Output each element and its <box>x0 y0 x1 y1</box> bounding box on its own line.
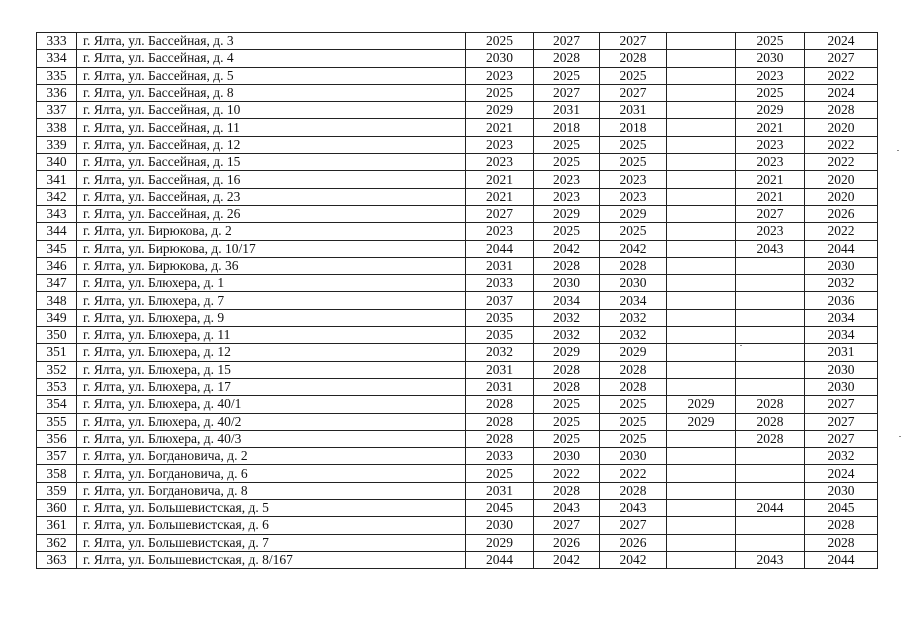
address-cell: г. Ялта, ул. Блюхера, д. 7 <box>77 292 466 309</box>
year-cell-6: 2028 <box>805 102 878 119</box>
year-cell-6: 2036 <box>805 292 878 309</box>
year-cell-5: 2028 <box>736 430 805 447</box>
table-row <box>37 327 878 344</box>
year-cell-4 <box>667 534 736 551</box>
year-cell-1: 2023 <box>466 136 534 153</box>
year-cell-1: 2028 <box>466 396 534 413</box>
housing-schedule-table <box>36 32 878 569</box>
year-cell-4 <box>667 465 736 482</box>
year-cell-6: 2032 <box>805 448 878 465</box>
year-cell-2: 2043 <box>534 500 600 517</box>
year-cell-1: 2028 <box>466 430 534 447</box>
year-cell-6: 2027 <box>805 430 878 447</box>
table-row <box>37 396 878 413</box>
year-cell-5 <box>736 257 805 274</box>
row-number-cell: 335 <box>37 67 77 84</box>
year-cell-3: 2025 <box>600 413 667 430</box>
year-cell-5 <box>736 292 805 309</box>
address-cell: г. Ялта, ул. Бассейная, д. 16 <box>77 171 466 188</box>
year-cell-4 <box>667 154 736 171</box>
address-cell: г. Ялта, ул. Блюхера, д. 40/2 <box>77 413 466 430</box>
year-cell-6: 2027 <box>805 50 878 67</box>
year-cell-2: 2029 <box>534 344 600 361</box>
table-row <box>37 223 878 240</box>
year-cell-3: 2026 <box>600 534 667 551</box>
year-cell-5: 2021 <box>736 171 805 188</box>
year-cell-4: 2029 <box>667 413 736 430</box>
year-cell-1: 2029 <box>466 102 534 119</box>
row-number-cell: 333 <box>37 33 77 50</box>
year-cell-4 <box>667 240 736 257</box>
year-cell-2: 2028 <box>534 482 600 499</box>
table-row <box>37 448 878 465</box>
table-body <box>37 33 878 569</box>
table-row <box>37 257 878 274</box>
year-cell-4 <box>667 102 736 119</box>
year-cell-1: 2029 <box>466 534 534 551</box>
year-cell-3: 2028 <box>600 482 667 499</box>
year-cell-4 <box>667 205 736 222</box>
year-cell-2: 2028 <box>534 378 600 395</box>
year-cell-2: 2031 <box>534 102 600 119</box>
year-cell-3: 2025 <box>600 67 667 84</box>
address-cell: г. Ялта, ул. Бассейная, д. 15 <box>77 154 466 171</box>
table-row <box>37 534 878 551</box>
year-cell-5 <box>736 448 805 465</box>
year-cell-4 <box>667 50 736 67</box>
row-number-cell: 353 <box>37 378 77 395</box>
year-cell-3: 2042 <box>600 551 667 568</box>
table-row <box>37 84 878 101</box>
year-cell-5: 2027 <box>736 205 805 222</box>
table-row <box>37 240 878 257</box>
year-cell-2: 2030 <box>534 275 600 292</box>
year-cell-4 <box>667 84 736 101</box>
year-cell-2: 2042 <box>534 240 600 257</box>
year-cell-1: 2031 <box>466 361 534 378</box>
year-cell-2: 2028 <box>534 257 600 274</box>
year-cell-6: 2034 <box>805 327 878 344</box>
table-row <box>37 136 878 153</box>
year-cell-4 <box>667 171 736 188</box>
table-row <box>37 344 878 361</box>
year-cell-2: 2025 <box>534 136 600 153</box>
year-cell-6: 2020 <box>805 171 878 188</box>
year-cell-2: 2025 <box>534 396 600 413</box>
year-cell-2: 2034 <box>534 292 600 309</box>
year-cell-6: 2022 <box>805 154 878 171</box>
year-cell-1: 2035 <box>466 309 534 326</box>
table-row <box>37 430 878 447</box>
table-row <box>37 465 878 482</box>
year-cell-1: 2025 <box>466 84 534 101</box>
year-cell-5 <box>736 482 805 499</box>
year-cell-2: 2025 <box>534 67 600 84</box>
year-cell-6: 2028 <box>805 517 878 534</box>
row-number-cell: 349 <box>37 309 77 326</box>
year-cell-3: 2034 <box>600 292 667 309</box>
year-cell-3: 2028 <box>600 361 667 378</box>
row-number-cell: 363 <box>37 551 77 568</box>
year-cell-1: 2023 <box>466 67 534 84</box>
year-cell-4 <box>667 33 736 50</box>
year-cell-4 <box>667 119 736 136</box>
year-cell-4 <box>667 67 736 84</box>
table-row <box>37 67 878 84</box>
year-cell-2: 2027 <box>534 33 600 50</box>
year-cell-6: 2044 <box>805 551 878 568</box>
year-cell-5: 2023 <box>736 223 805 240</box>
table-row <box>37 292 878 309</box>
row-number-cell: 351 <box>37 344 77 361</box>
row-number-cell: 361 <box>37 517 77 534</box>
year-cell-5 <box>736 344 805 361</box>
year-cell-4 <box>667 275 736 292</box>
row-number-cell: 341 <box>37 171 77 188</box>
address-cell: г. Ялта, ул. Бассейная, д. 4 <box>77 50 466 67</box>
year-cell-3: 2025 <box>600 223 667 240</box>
year-cell-3: 2023 <box>600 188 667 205</box>
row-number-cell: 345 <box>37 240 77 257</box>
year-cell-3: 2027 <box>600 84 667 101</box>
year-cell-3: 2032 <box>600 327 667 344</box>
row-number-cell: 362 <box>37 534 77 551</box>
year-cell-5: 2021 <box>736 188 805 205</box>
year-cell-5: 2025 <box>736 84 805 101</box>
table-row <box>37 500 878 517</box>
row-number-cell: 350 <box>37 327 77 344</box>
year-cell-6: 2024 <box>805 465 878 482</box>
year-cell-1: 2031 <box>466 378 534 395</box>
year-cell-2: 2025 <box>534 223 600 240</box>
year-cell-1: 2032 <box>466 344 534 361</box>
year-cell-2: 2023 <box>534 171 600 188</box>
year-cell-6: 2024 <box>805 33 878 50</box>
year-cell-2: 2042 <box>534 551 600 568</box>
address-cell: г. Ялта, ул. Блюхера, д. 9 <box>77 309 466 326</box>
year-cell-1: 2037 <box>466 292 534 309</box>
year-cell-4: 2029 <box>667 396 736 413</box>
address-cell: г. Ялта, ул. Бассейная, д. 5 <box>77 67 466 84</box>
address-cell: г. Ялта, ул. Бирюкова, д. 10/17 <box>77 240 466 257</box>
year-cell-4 <box>667 327 736 344</box>
year-cell-3: 2029 <box>600 205 667 222</box>
table-row <box>37 361 878 378</box>
year-cell-3: 2025 <box>600 396 667 413</box>
year-cell-3: 2018 <box>600 119 667 136</box>
row-number-cell: 359 <box>37 482 77 499</box>
table-row <box>37 378 878 395</box>
row-number-cell: 346 <box>37 257 77 274</box>
year-cell-2: 2025 <box>534 413 600 430</box>
year-cell-1: 2033 <box>466 448 534 465</box>
table-row <box>37 205 878 222</box>
year-cell-1: 2044 <box>466 551 534 568</box>
table-row <box>37 275 878 292</box>
year-cell-3: 2043 <box>600 500 667 517</box>
row-number-cell: 343 <box>37 205 77 222</box>
year-cell-3: 2029 <box>600 344 667 361</box>
year-cell-1: 2021 <box>466 119 534 136</box>
year-cell-6: 2044 <box>805 240 878 257</box>
row-number-cell: 339 <box>37 136 77 153</box>
year-cell-1: 2044 <box>466 240 534 257</box>
address-cell: г. Ялта, ул. Блюхера, д. 15 <box>77 361 466 378</box>
year-cell-1: 2028 <box>466 413 534 430</box>
year-cell-5 <box>736 275 805 292</box>
table-row <box>37 551 878 568</box>
year-cell-1: 2033 <box>466 275 534 292</box>
year-cell-5: 2043 <box>736 551 805 568</box>
year-cell-5: 2023 <box>736 154 805 171</box>
year-cell-5 <box>736 361 805 378</box>
year-cell-5: 2030 <box>736 50 805 67</box>
year-cell-1: 2031 <box>466 482 534 499</box>
row-number-cell: 355 <box>37 413 77 430</box>
row-number-cell: 338 <box>37 119 77 136</box>
year-cell-5: 2043 <box>736 240 805 257</box>
table-row <box>37 309 878 326</box>
scan-speck <box>897 150 899 151</box>
address-cell: г. Ялта, ул. Бассейная, д. 26 <box>77 205 466 222</box>
year-cell-4 <box>667 430 736 447</box>
row-number-cell: 360 <box>37 500 77 517</box>
year-cell-5: 2021 <box>736 119 805 136</box>
table-row <box>37 154 878 171</box>
table-row <box>37 33 878 50</box>
row-number-cell: 347 <box>37 275 77 292</box>
year-cell-3: 2022 <box>600 465 667 482</box>
year-cell-6: 2020 <box>805 119 878 136</box>
year-cell-2: 2027 <box>534 517 600 534</box>
table-row <box>37 517 878 534</box>
year-cell-4 <box>667 257 736 274</box>
year-cell-4 <box>667 136 736 153</box>
year-cell-6: 2022 <box>805 136 878 153</box>
year-cell-4 <box>667 223 736 240</box>
address-cell: г. Ялта, ул. Большевистская, д. 8/167 <box>77 551 466 568</box>
year-cell-4 <box>667 378 736 395</box>
year-cell-4 <box>667 188 736 205</box>
year-cell-3: 2028 <box>600 257 667 274</box>
year-cell-2: 2028 <box>534 50 600 67</box>
year-cell-4 <box>667 500 736 517</box>
year-cell-6: 2034 <box>805 309 878 326</box>
year-cell-2: 2025 <box>534 430 600 447</box>
year-cell-4 <box>667 361 736 378</box>
row-number-cell: 334 <box>37 50 77 67</box>
address-cell: г. Ялта, ул. Бассейная, д. 3 <box>77 33 466 50</box>
table-row <box>37 171 878 188</box>
year-cell-4 <box>667 517 736 534</box>
address-cell: г. Ялта, ул. Большевистская, д. 6 <box>77 517 466 534</box>
year-cell-2: 2028 <box>534 361 600 378</box>
year-cell-5 <box>736 517 805 534</box>
row-number-cell: 352 <box>37 361 77 378</box>
year-cell-1: 2023 <box>466 223 534 240</box>
year-cell-6: 2020 <box>805 188 878 205</box>
year-cell-3: 2042 <box>600 240 667 257</box>
year-cell-4 <box>667 551 736 568</box>
table-row <box>37 119 878 136</box>
row-number-cell: 344 <box>37 223 77 240</box>
year-cell-3: 2025 <box>600 154 667 171</box>
year-cell-5: 2028 <box>736 396 805 413</box>
year-cell-5 <box>736 465 805 482</box>
year-cell-5 <box>736 327 805 344</box>
year-cell-3: 2025 <box>600 430 667 447</box>
year-cell-1: 2030 <box>466 50 534 67</box>
year-cell-5 <box>736 534 805 551</box>
year-cell-4 <box>667 292 736 309</box>
year-cell-5: 2029 <box>736 102 805 119</box>
year-cell-6: 2027 <box>805 396 878 413</box>
address-cell: г. Ялта, ул. Блюхера, д. 1 <box>77 275 466 292</box>
year-cell-2: 2032 <box>534 309 600 326</box>
year-cell-6: 2032 <box>805 275 878 292</box>
row-number-cell: 356 <box>37 430 77 447</box>
row-number-cell: 348 <box>37 292 77 309</box>
year-cell-4 <box>667 448 736 465</box>
year-cell-6: 2031 <box>805 344 878 361</box>
address-cell: г. Ялта, ул. Блюхера, д. 40/1 <box>77 396 466 413</box>
year-cell-6: 2024 <box>805 84 878 101</box>
address-cell: г. Ялта, ул. Блюхера, д. 40/3 <box>77 430 466 447</box>
year-cell-3: 2025 <box>600 136 667 153</box>
year-cell-6: 2045 <box>805 500 878 517</box>
year-cell-3: 2028 <box>600 378 667 395</box>
year-cell-3: 2030 <box>600 448 667 465</box>
year-cell-6: 2022 <box>805 67 878 84</box>
row-number-cell: 354 <box>37 396 77 413</box>
year-cell-1: 2031 <box>466 257 534 274</box>
year-cell-3: 2028 <box>600 50 667 67</box>
address-cell: г. Ялта, ул. Бассейная, д. 23 <box>77 188 466 205</box>
year-cell-3: 2027 <box>600 33 667 50</box>
year-cell-4 <box>667 482 736 499</box>
table-row <box>37 102 878 119</box>
year-cell-3: 2027 <box>600 517 667 534</box>
year-cell-1: 2027 <box>466 205 534 222</box>
year-cell-2: 2029 <box>534 205 600 222</box>
address-cell: г. Ялта, ул. Бирюкова, д. 36 <box>77 257 466 274</box>
year-cell-6: 2030 <box>805 361 878 378</box>
row-number-cell: 342 <box>37 188 77 205</box>
row-number-cell: 336 <box>37 84 77 101</box>
address-cell: г. Ялта, ул. Богдановича, д. 2 <box>77 448 466 465</box>
year-cell-1: 2045 <box>466 500 534 517</box>
address-cell: г. Ялта, ул. Бирюкова, д. 2 <box>77 223 466 240</box>
year-cell-1: 2030 <box>466 517 534 534</box>
year-cell-6: 2030 <box>805 378 878 395</box>
address-cell: г. Ялта, ул. Богдановича, д. 6 <box>77 465 466 482</box>
year-cell-1: 2023 <box>466 154 534 171</box>
address-cell: г. Ялта, ул. Богдановича, д. 8 <box>77 482 466 499</box>
scan-speck <box>740 345 742 346</box>
year-cell-5: 2023 <box>736 136 805 153</box>
year-cell-5 <box>736 309 805 326</box>
year-cell-1: 2021 <box>466 188 534 205</box>
year-cell-1: 2021 <box>466 171 534 188</box>
year-cell-4 <box>667 309 736 326</box>
year-cell-2: 2018 <box>534 119 600 136</box>
row-number-cell: 337 <box>37 102 77 119</box>
row-number-cell: 358 <box>37 465 77 482</box>
year-cell-2: 2032 <box>534 327 600 344</box>
year-cell-6: 2030 <box>805 482 878 499</box>
address-cell: г. Ялта, ул. Блюхера, д. 17 <box>77 378 466 395</box>
address-cell: г. Ялта, ул. Большевистская, д. 7 <box>77 534 466 551</box>
year-cell-6: 2028 <box>805 534 878 551</box>
address-cell: г. Ялта, ул. Блюхера, д. 12 <box>77 344 466 361</box>
year-cell-1: 2025 <box>466 465 534 482</box>
year-cell-5: 2028 <box>736 413 805 430</box>
year-cell-2: 2023 <box>534 188 600 205</box>
row-number-cell: 357 <box>37 448 77 465</box>
table-row <box>37 188 878 205</box>
year-cell-3: 2032 <box>600 309 667 326</box>
year-cell-5: 2023 <box>736 67 805 84</box>
year-cell-2: 2025 <box>534 154 600 171</box>
address-cell: г. Ялта, ул. Бассейная, д. 8 <box>77 84 466 101</box>
year-cell-3: 2023 <box>600 171 667 188</box>
document-table-container <box>36 32 878 569</box>
year-cell-5 <box>736 378 805 395</box>
year-cell-2: 2026 <box>534 534 600 551</box>
address-cell: г. Ялта, ул. Большевистская, д. 5 <box>77 500 466 517</box>
year-cell-6: 2027 <box>805 413 878 430</box>
year-cell-3: 2031 <box>600 102 667 119</box>
table-row <box>37 50 878 67</box>
year-cell-4 <box>667 344 736 361</box>
year-cell-2: 2030 <box>534 448 600 465</box>
year-cell-6: 2026 <box>805 205 878 222</box>
address-cell: г. Ялта, ул. Бассейная, д. 12 <box>77 136 466 153</box>
year-cell-1: 2035 <box>466 327 534 344</box>
year-cell-6: 2022 <box>805 223 878 240</box>
year-cell-6: 2030 <box>805 257 878 274</box>
address-cell: г. Ялта, ул. Блюхера, д. 11 <box>77 327 466 344</box>
year-cell-1: 2025 <box>466 33 534 50</box>
year-cell-2: 2022 <box>534 465 600 482</box>
year-cell-2: 2027 <box>534 84 600 101</box>
year-cell-3: 2030 <box>600 275 667 292</box>
scan-speck <box>899 436 901 437</box>
row-number-cell: 340 <box>37 154 77 171</box>
year-cell-5: 2025 <box>736 33 805 50</box>
table-row <box>37 482 878 499</box>
table-row <box>37 413 878 430</box>
year-cell-5: 2044 <box>736 500 805 517</box>
address-cell: г. Ялта, ул. Бассейная, д. 10 <box>77 102 466 119</box>
address-cell: г. Ялта, ул. Бассейная, д. 11 <box>77 119 466 136</box>
